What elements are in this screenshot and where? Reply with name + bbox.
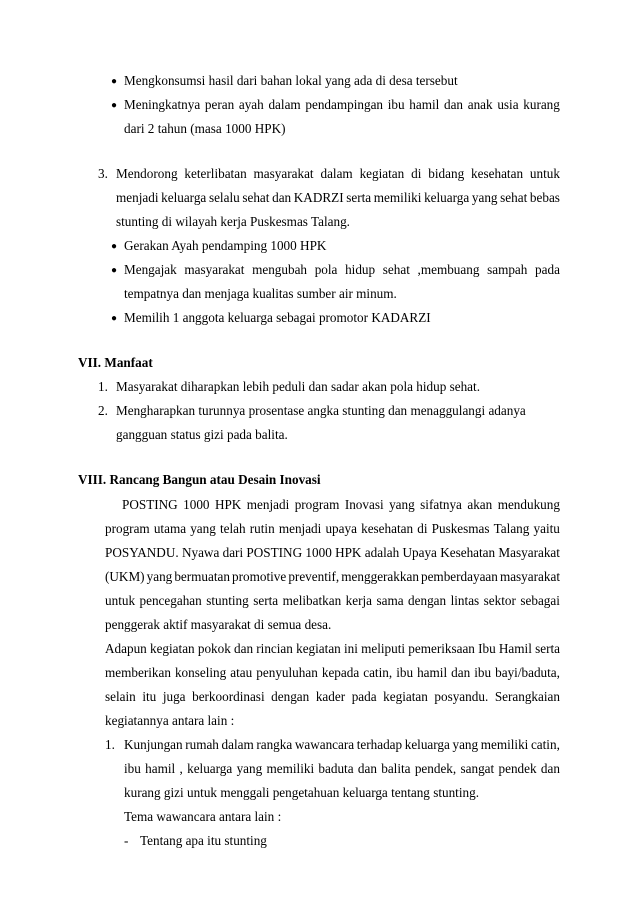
word: adalah bbox=[364, 545, 400, 560]
word: dalam bbox=[320, 166, 353, 181]
word: dalam bbox=[221, 737, 254, 752]
word: POSTING bbox=[246, 545, 303, 560]
word: sebagai bbox=[520, 593, 560, 608]
bullet-father-role-cont: dari 2 tahun (masa 1000 HPK) bbox=[124, 121, 286, 136]
word: sehat bbox=[500, 190, 528, 205]
word: bayi/baduta, bbox=[495, 665, 560, 680]
word: catin, bbox=[363, 665, 393, 680]
word: atau bbox=[230, 665, 253, 680]
benefit-item-2-cont: gangguan status gizi pada balita. bbox=[116, 427, 288, 442]
word: catin, bbox=[530, 737, 560, 752]
word: untuk bbox=[105, 593, 136, 608]
word: masyarakat bbox=[184, 262, 245, 277]
paragraph1-line4 bbox=[105, 569, 560, 585]
word: penyuluhan bbox=[256, 665, 318, 680]
section-title-manfaat: VII. Manfaat bbox=[78, 355, 153, 370]
word: kader bbox=[315, 689, 346, 704]
word: Puskesmas bbox=[431, 521, 490, 536]
bullet-icon: ● bbox=[111, 313, 118, 324]
word: bebas bbox=[529, 190, 560, 205]
word: masyarakat bbox=[499, 569, 560, 584]
word: 1000 bbox=[183, 497, 210, 512]
bullet-kadarzi: Memilih 1 anggota keluarga sebagai promotor KADARZI bbox=[124, 310, 431, 325]
paragraph1-line2 bbox=[105, 521, 560, 537]
word: dan bbox=[443, 97, 464, 112]
word: yang bbox=[471, 190, 498, 205]
word: keterlibatan bbox=[184, 166, 247, 181]
word: HPK bbox=[335, 545, 362, 560]
bullet-icon: ● bbox=[111, 265, 118, 276]
word: Mengajak bbox=[124, 262, 177, 277]
word: keluarga bbox=[424, 190, 470, 205]
paragraph2-line3 bbox=[105, 689, 560, 705]
word: utama bbox=[153, 521, 187, 536]
word: POSTING bbox=[122, 497, 178, 512]
word: pendek bbox=[498, 761, 537, 776]
word: menjadi bbox=[246, 497, 290, 512]
word: POSYANDU. bbox=[105, 545, 179, 560]
word: HPK bbox=[214, 497, 242, 512]
word: akan bbox=[467, 497, 493, 512]
word: ibu bbox=[387, 97, 405, 112]
word: kegiatan bbox=[359, 166, 405, 181]
word: Nyawa bbox=[181, 545, 220, 560]
word: hamil bbox=[409, 97, 440, 112]
word: yang bbox=[146, 569, 173, 584]
word: Upaya bbox=[402, 545, 437, 560]
word: dan bbox=[357, 761, 377, 776]
word: lintas bbox=[450, 593, 480, 608]
word: berkoordinasi bbox=[192, 689, 265, 704]
word: rangka bbox=[256, 737, 293, 752]
word: mendukung bbox=[497, 497, 560, 512]
word: ,membuang bbox=[417, 262, 480, 277]
bullet-father-companion: Gerakan Ayah pendamping 1000 HPK bbox=[124, 238, 327, 253]
word: sama bbox=[376, 593, 404, 608]
word: (UKM) bbox=[105, 569, 145, 584]
word: Serangkaian bbox=[494, 689, 560, 704]
section-title-design: VIII. Rancang Bangun atau Desain Inovasi bbox=[78, 472, 321, 487]
word: Masyarakat bbox=[498, 545, 560, 560]
word: Inovasi bbox=[344, 497, 384, 512]
word: ibu bbox=[124, 761, 141, 776]
word: serta bbox=[253, 593, 279, 608]
word: itu bbox=[142, 689, 157, 704]
word: menjadi bbox=[116, 190, 159, 205]
word: meliputi bbox=[361, 641, 406, 656]
activity-1-line3: kurang gizi untuk menggali pengetahuan keluarga tentang stunting. bbox=[124, 785, 479, 800]
word: dan bbox=[234, 641, 254, 656]
word: untuk bbox=[529, 166, 560, 181]
benefit-item-2: Mengharapkan turunnya prosentase angka stunting dan menaggulangi adanya bbox=[116, 403, 526, 418]
word: melibatkan bbox=[282, 593, 342, 608]
word: kegiatan bbox=[383, 689, 428, 704]
word: sampah bbox=[487, 262, 528, 277]
word: Kesehatan bbox=[440, 545, 496, 560]
word: konseling bbox=[174, 665, 227, 680]
word: ini bbox=[343, 641, 358, 656]
word: memiliki bbox=[373, 190, 422, 205]
word: selain bbox=[105, 689, 136, 704]
word: ibu bbox=[396, 665, 414, 680]
word: yang bbox=[190, 521, 216, 536]
bullet-healthy-life-cont: tempatnya dan menjaga kualitas sumber air minum. bbox=[124, 286, 397, 301]
word: pendampingan bbox=[305, 97, 384, 112]
word: yang bbox=[236, 761, 263, 776]
paragraph2-line1 bbox=[105, 641, 560, 657]
item3-line2 bbox=[116, 190, 560, 206]
word: serta bbox=[346, 190, 372, 205]
word: sifatnya bbox=[420, 497, 462, 512]
word: bermuatan bbox=[174, 569, 230, 584]
word: pokok bbox=[197, 641, 231, 656]
list-number: 1. bbox=[98, 379, 108, 394]
word: rincian bbox=[256, 641, 293, 656]
bullet-local-food: Mengkonsumsi hasil dari bahan lokal yang ada di desa tersebut bbox=[124, 73, 458, 88]
word: sehat bbox=[382, 262, 410, 277]
word: Meningkatnya bbox=[124, 97, 201, 112]
word: rumah bbox=[185, 737, 219, 752]
word: baduta bbox=[318, 761, 354, 776]
paragraph2-line2 bbox=[105, 665, 560, 681]
word: pola bbox=[314, 262, 338, 277]
word: yang bbox=[389, 497, 415, 512]
word: serta bbox=[535, 641, 560, 656]
word: sehat bbox=[242, 190, 270, 205]
word: pendek, bbox=[414, 761, 457, 776]
list-number: 2. bbox=[98, 403, 108, 418]
word: sangat bbox=[460, 761, 495, 776]
word: pada bbox=[351, 689, 377, 704]
word: Talang bbox=[493, 521, 530, 536]
word: hidup bbox=[345, 262, 376, 277]
word: telah bbox=[219, 521, 246, 536]
word: menjadi bbox=[278, 521, 322, 536]
word: terhadap bbox=[356, 737, 403, 752]
word: yang bbox=[452, 737, 479, 752]
word: keluarga bbox=[187, 761, 233, 776]
word: kegiatan bbox=[296, 641, 341, 656]
word: bidang bbox=[428, 166, 465, 181]
word: wawancara bbox=[294, 737, 355, 752]
word: kurang bbox=[523, 97, 560, 112]
word: kesehatan bbox=[471, 166, 524, 181]
word: dan bbox=[540, 761, 560, 776]
word: balita bbox=[381, 761, 411, 776]
interview-topic-1: Tentang apa itu stunting bbox=[140, 833, 267, 848]
word: stunting bbox=[206, 593, 249, 608]
word: menggerakkan bbox=[341, 569, 419, 584]
word: pada bbox=[535, 262, 560, 277]
paragraph1-line1 bbox=[122, 497, 560, 513]
bullet-father-role bbox=[124, 97, 560, 113]
benefit-item-1: Masyarakat diharapkan lebih peduli dan sadar akan pola hidup sehat. bbox=[116, 379, 480, 394]
list-number: 1. bbox=[105, 737, 115, 752]
list-number: 3. bbox=[98, 166, 108, 181]
word: di bbox=[411, 166, 422, 181]
word: kepada bbox=[321, 665, 360, 680]
word: memberikan bbox=[105, 665, 171, 680]
word: keluarga bbox=[161, 190, 207, 205]
word: keluarga bbox=[404, 737, 450, 752]
word: program bbox=[105, 521, 150, 536]
word: kegiatan bbox=[149, 641, 195, 656]
word: promotive bbox=[232, 569, 287, 584]
word: KADRZI bbox=[293, 190, 344, 205]
word: preventif, bbox=[288, 569, 340, 584]
activity-1-line2 bbox=[124, 761, 560, 777]
word: selalu bbox=[208, 190, 240, 205]
word: dengan bbox=[408, 593, 447, 608]
word: anak bbox=[467, 97, 493, 112]
word: peran bbox=[204, 97, 235, 112]
word: Hamil bbox=[498, 641, 532, 656]
word: dan bbox=[272, 190, 292, 205]
word: usia bbox=[497, 97, 519, 112]
word: ibu bbox=[474, 665, 492, 680]
paragraph1-line5 bbox=[105, 593, 560, 609]
word: kesehatan bbox=[361, 521, 414, 536]
activity-1-line4: Tema wawancara antara lain : bbox=[124, 809, 282, 824]
word: mengubah bbox=[252, 262, 308, 277]
word: posyandu. bbox=[434, 689, 489, 704]
word: yaitu bbox=[533, 521, 560, 536]
bullet-healthy-life bbox=[124, 262, 560, 278]
word: dari bbox=[222, 545, 244, 560]
bullet-icon: ● bbox=[111, 100, 118, 111]
word: Ibu bbox=[478, 641, 496, 656]
item3-line3: stunting di wilayah kerja Puskesmas Talang. bbox=[116, 214, 350, 229]
word: Mendorong bbox=[116, 166, 178, 181]
word: pemeriksaan bbox=[408, 641, 475, 656]
word: upaya bbox=[325, 521, 357, 536]
word: hamil bbox=[417, 665, 448, 680]
word: dalam bbox=[268, 97, 301, 112]
dash-marker: - bbox=[124, 833, 129, 848]
paragraph2-line4: kegiatannya antara lain : bbox=[105, 713, 235, 728]
word: pemberdayaan bbox=[420, 569, 498, 584]
item3-line1 bbox=[116, 166, 560, 182]
word: hamil bbox=[145, 761, 176, 776]
word: Kunjungan bbox=[124, 737, 183, 752]
word: di bbox=[417, 521, 428, 536]
word: dengan bbox=[271, 689, 310, 704]
word: masyarakat bbox=[253, 166, 314, 181]
word: memiliki bbox=[266, 761, 315, 776]
word: rutin bbox=[249, 521, 275, 536]
word: dan bbox=[451, 665, 471, 680]
word: memiliki bbox=[480, 737, 529, 752]
word: kerja bbox=[345, 593, 372, 608]
word: , bbox=[179, 761, 183, 776]
word: sektor bbox=[483, 593, 516, 608]
activity-1-line1 bbox=[124, 737, 560, 753]
word: ayah bbox=[238, 97, 264, 112]
bullet-icon: ● bbox=[111, 76, 118, 87]
paragraph1-line3 bbox=[105, 545, 560, 561]
word: pencegahan bbox=[139, 593, 202, 608]
paragraph1-line6: penggerak aktif masyarakat di semua desa. bbox=[105, 617, 332, 632]
bullet-icon: ● bbox=[111, 241, 118, 252]
word: juga bbox=[162, 689, 186, 704]
word: Adapun bbox=[105, 641, 147, 656]
word: program bbox=[294, 497, 340, 512]
word: 1000 bbox=[305, 545, 332, 560]
